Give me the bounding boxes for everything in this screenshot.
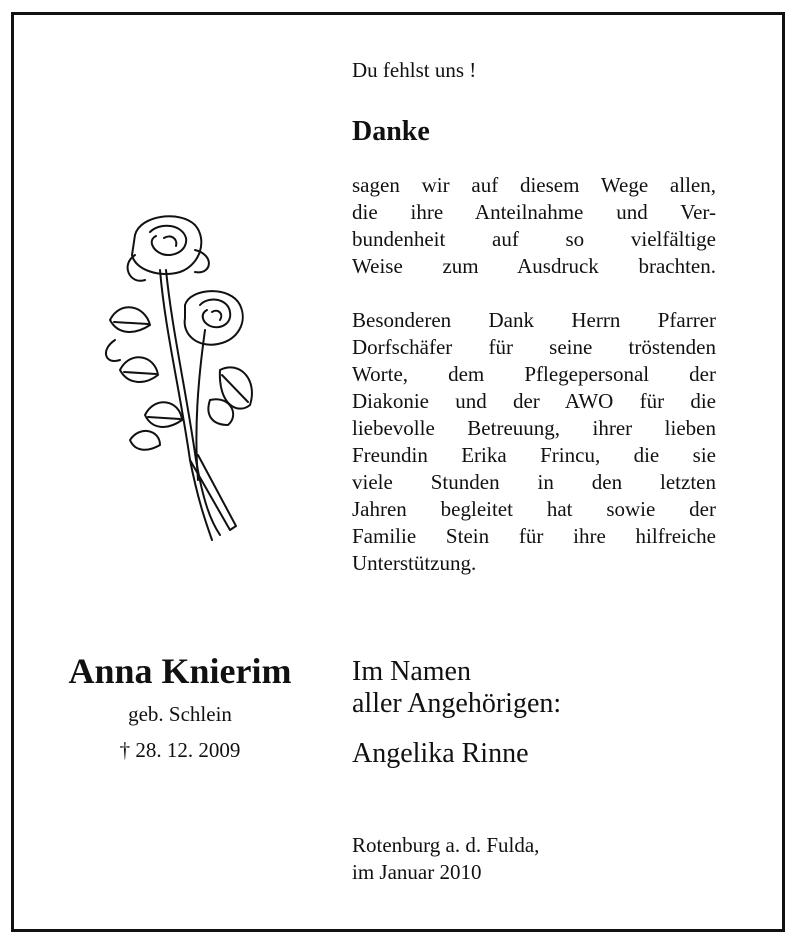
signer-name: Angelika Rinne bbox=[352, 738, 529, 769]
heading-danke: Danke bbox=[352, 116, 430, 147]
paragraph-line: sagen wir auf diesem Wege allen, bbox=[352, 173, 716, 197]
paragraph-line: liebevolle Betreuung, ihrer lieben bbox=[352, 416, 716, 440]
paragraph-line: bundenheit auf so vielfältige bbox=[352, 227, 716, 251]
paragraph-line: Diakonie und der AWO für die bbox=[352, 389, 716, 413]
subtitle: Du fehlst uns ! bbox=[352, 58, 477, 82]
signature-line-2: aller Angehörigen: bbox=[352, 688, 562, 719]
date-line: im Januar 2010 bbox=[352, 860, 482, 884]
death-date: † 28. 12. 2009 bbox=[119, 738, 241, 762]
paragraph-line: die ihre Anteilnahme und Ver- bbox=[352, 200, 716, 224]
paragraph-line: viele Stunden in den letzten bbox=[352, 470, 716, 494]
paragraph-line: Besonderen Dank Herrn Pfarrer bbox=[352, 308, 716, 332]
paragraph-line: Freundin Erika Frincu, die sie bbox=[352, 443, 716, 467]
place-date bbox=[352, 832, 716, 886]
thanks-paragraph-1 bbox=[352, 172, 716, 280]
paragraph-line: Weise zum Ausdruck brachten. bbox=[352, 254, 716, 278]
paragraph-line: Jahren begleitet hat sowie der bbox=[352, 497, 716, 521]
thanks-paragraph-2 bbox=[352, 307, 716, 577]
maiden-name: geb. Schlein bbox=[128, 702, 232, 726]
deceased-name: Anna Knierim bbox=[68, 651, 292, 691]
paragraph-line: Familie Stein für ihre hilfreiche bbox=[352, 524, 716, 548]
paragraph-line: Unterstützung. bbox=[352, 551, 477, 575]
signature-line-1: Im Namen bbox=[352, 656, 471, 687]
paragraph-line: Dorfschäfer für seine tröstenden bbox=[352, 335, 716, 359]
paragraph-line: Worte, dem Pflegepersonal der bbox=[352, 362, 716, 386]
rose-illustration-icon bbox=[90, 210, 260, 560]
place-line: Rotenburg a. d. Fulda, bbox=[352, 833, 540, 857]
